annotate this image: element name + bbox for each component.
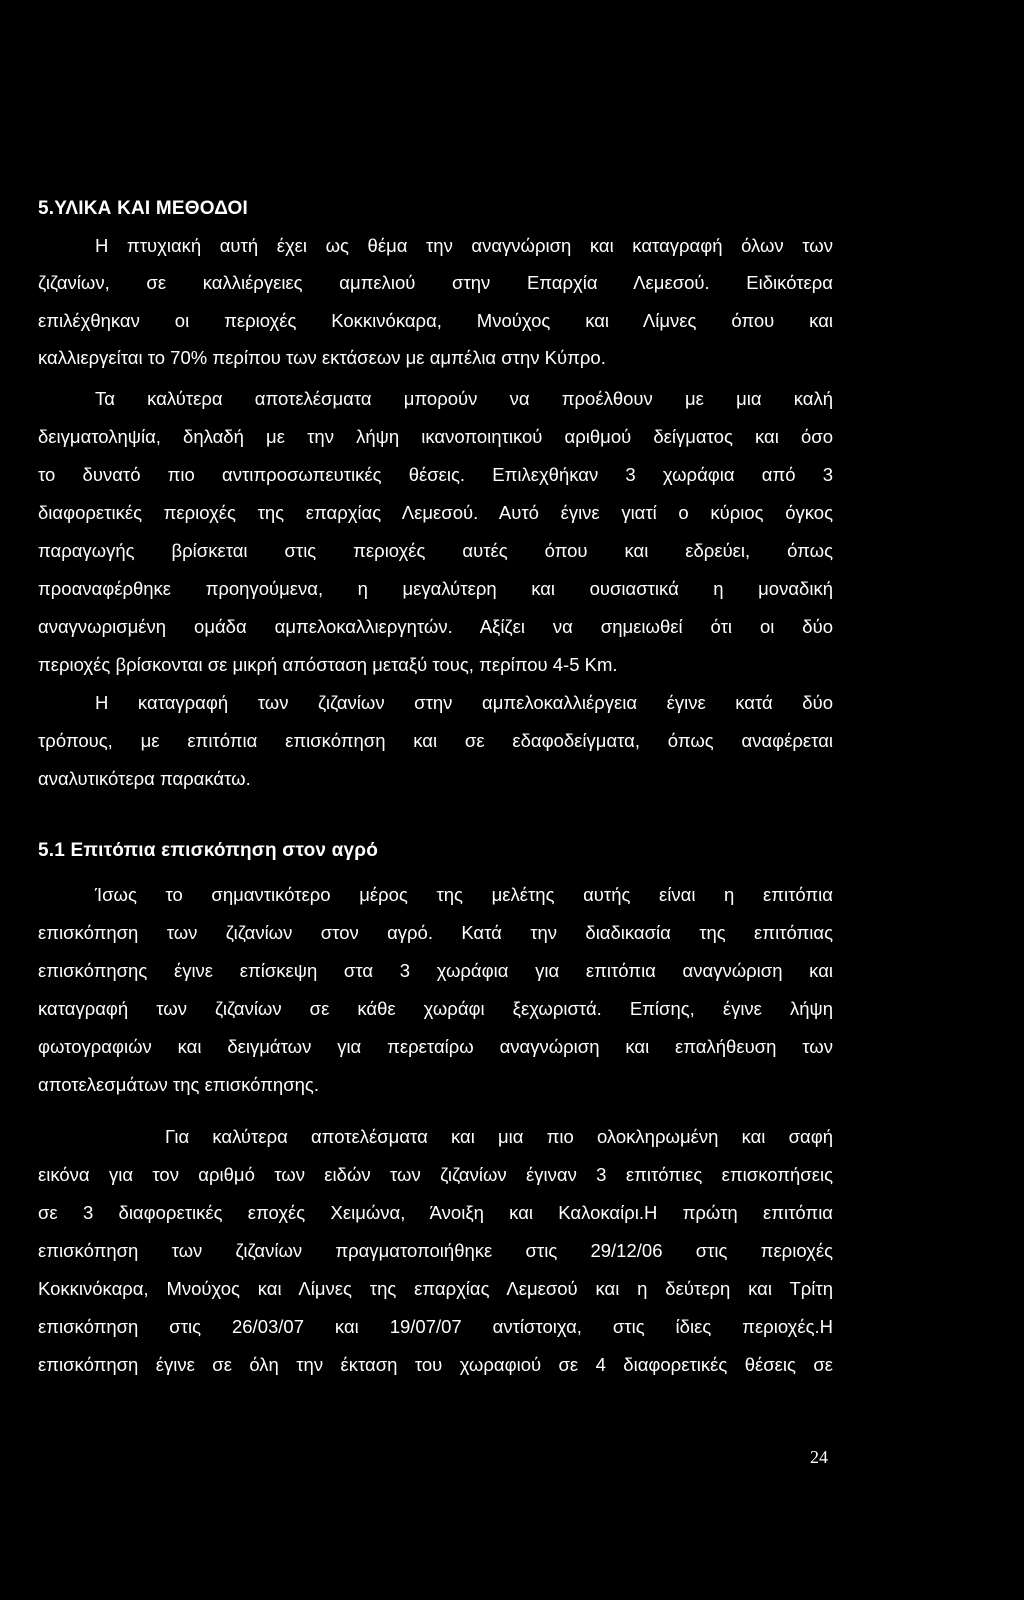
section-line: δειγματοληψία, δηλαδή με την λήψη ικανοποιητικού αριθμού δείγματος και όσο <box>38 426 833 447</box>
section-line: περιοχές βρίσκονται σε μικρή απόσταση μεταξύ τους, περίπου 4-5 Km. <box>38 654 618 675</box>
section-line: το δυνατό πιο αντιπροσωπευτικές θέσεις. Επιλεχθήκαν 3 χωράφια από 3 <box>38 464 833 485</box>
section-line: επιλέχθηκαν οι περιοχές Κοκκινόκαρα, Μνούχος και Λίμνες όπου και <box>38 310 833 331</box>
section-line: παραγωγής βρίσκεται στις περιοχές αυτές όπου και εδρεύει, όπως <box>38 540 833 561</box>
section-line: τρόπους, με επιτόπια επισκόπηση και σε εδαφοδείγματα, όπως αναφέρεται <box>38 730 833 751</box>
subsection-line: αποτελεσμάτων της επισκόπησης. <box>38 1074 319 1095</box>
page-number: 24 <box>810 1447 828 1467</box>
subsection-line: εικόνα για τον αριθμό των ειδών των ζιζανίων έγιναν 3 επιτόπιες επισκοπήσεις <box>38 1164 833 1185</box>
section-line: αναλυτικότερα παρακάτω. <box>38 768 251 789</box>
section-line: Η καταγραφή των ζιζανίων στην αμπελοκαλλιέργεια έγινε κατά δύο <box>95 692 833 713</box>
section-line: αναγνωρισμένη ομάδα αμπελοκαλλιεργητών. Αξίζει να σημειωθεί ότι οι δύο <box>38 616 833 637</box>
section-line: ζιζανίων, σε καλλιέργειες αμπελιού στην Επαρχία Λεμεσού. Ειδικότερα <box>38 272 833 293</box>
subsection-line: επισκόπηση των ζιζανίων πραγματοποιήθηκε στις 29/12/06 στις περιοχές <box>38 1240 833 1261</box>
section-line: προαναφέρθηκε προηγούμενα, η μεγαλύτερη και ουσιαστικά η μοναδική <box>38 578 833 599</box>
section-line: καλλιεργείται το 70% περίπου των εκτάσεων με αμπέλια στην Κύπρο. <box>38 347 606 368</box>
subsection-line: επισκόπηση στις 26/03/07 και 19/07/07 αντίστοιχα, στις ίδιες περιοχές.Η <box>38 1316 833 1337</box>
subsection-heading: 5.1 Επιτόπια επισκόπηση στον αγρό <box>38 840 379 861</box>
section-line: διαφορετικές περιοχές της επαρχίας Λεμεσού. Αυτό έγινε γιατί ο κύριος όγκος <box>38 502 833 523</box>
subsection-line: επισκόπησης έγινε επίσκεψη στα 3 χωράφια για επιτόπια αναγνώριση και <box>38 960 833 981</box>
subsection-line: Κοκκινόκαρα, Μνούχος και Λίμνες της επαρχίας Λεμεσού και η δεύτερη και Τρίτη <box>38 1278 833 1299</box>
subsection-line: φωτογραφιών και δειγμάτων για περεταίρω αναγνώριση και επαλήθευση των <box>38 1036 833 1057</box>
subsection-line: επισκόπηση των ζιζανίων στον αγρό. Κατά την διαδικασία της επιτόπιας <box>38 922 833 943</box>
section-heading: 5.ΥΛΙΚΑ ΚΑΙ ΜΕΘΟΔΟΙ <box>38 198 249 219</box>
subsection-line: επισκόπηση έγινε σε όλη την έκταση του χωραφιού σε 4 διαφορετικές θέσεις σε <box>38 1354 833 1375</box>
subsection-line: Ίσως το σημαντικότερο μέρος της μελέτης αυτής είναι η επιτόπια <box>95 884 833 905</box>
section-line: Τα καλύτερα αποτελέσματα μπορούν να προέλθουν με μια καλή <box>95 388 833 409</box>
subsection-line: σε 3 διαφορετικές εποχές Χειμώνα, Άνοιξη και Καλοκαίρι.Η πρώτη επιτόπια <box>38 1202 833 1223</box>
section-line: Η πτυχιακή αυτή έχει ως θέμα την αναγνώριση και καταγραφή όλων των <box>95 235 833 256</box>
subsection-line: καταγραφή των ζιζανίων σε κάθε χωράφι ξεχωριστά. Επίσης, έγινε λήψη <box>38 998 833 1019</box>
subsection-line: Για καλύτερα αποτελέσματα και μια πιο ολοκληρωμένη και σαφή <box>165 1126 833 1147</box>
